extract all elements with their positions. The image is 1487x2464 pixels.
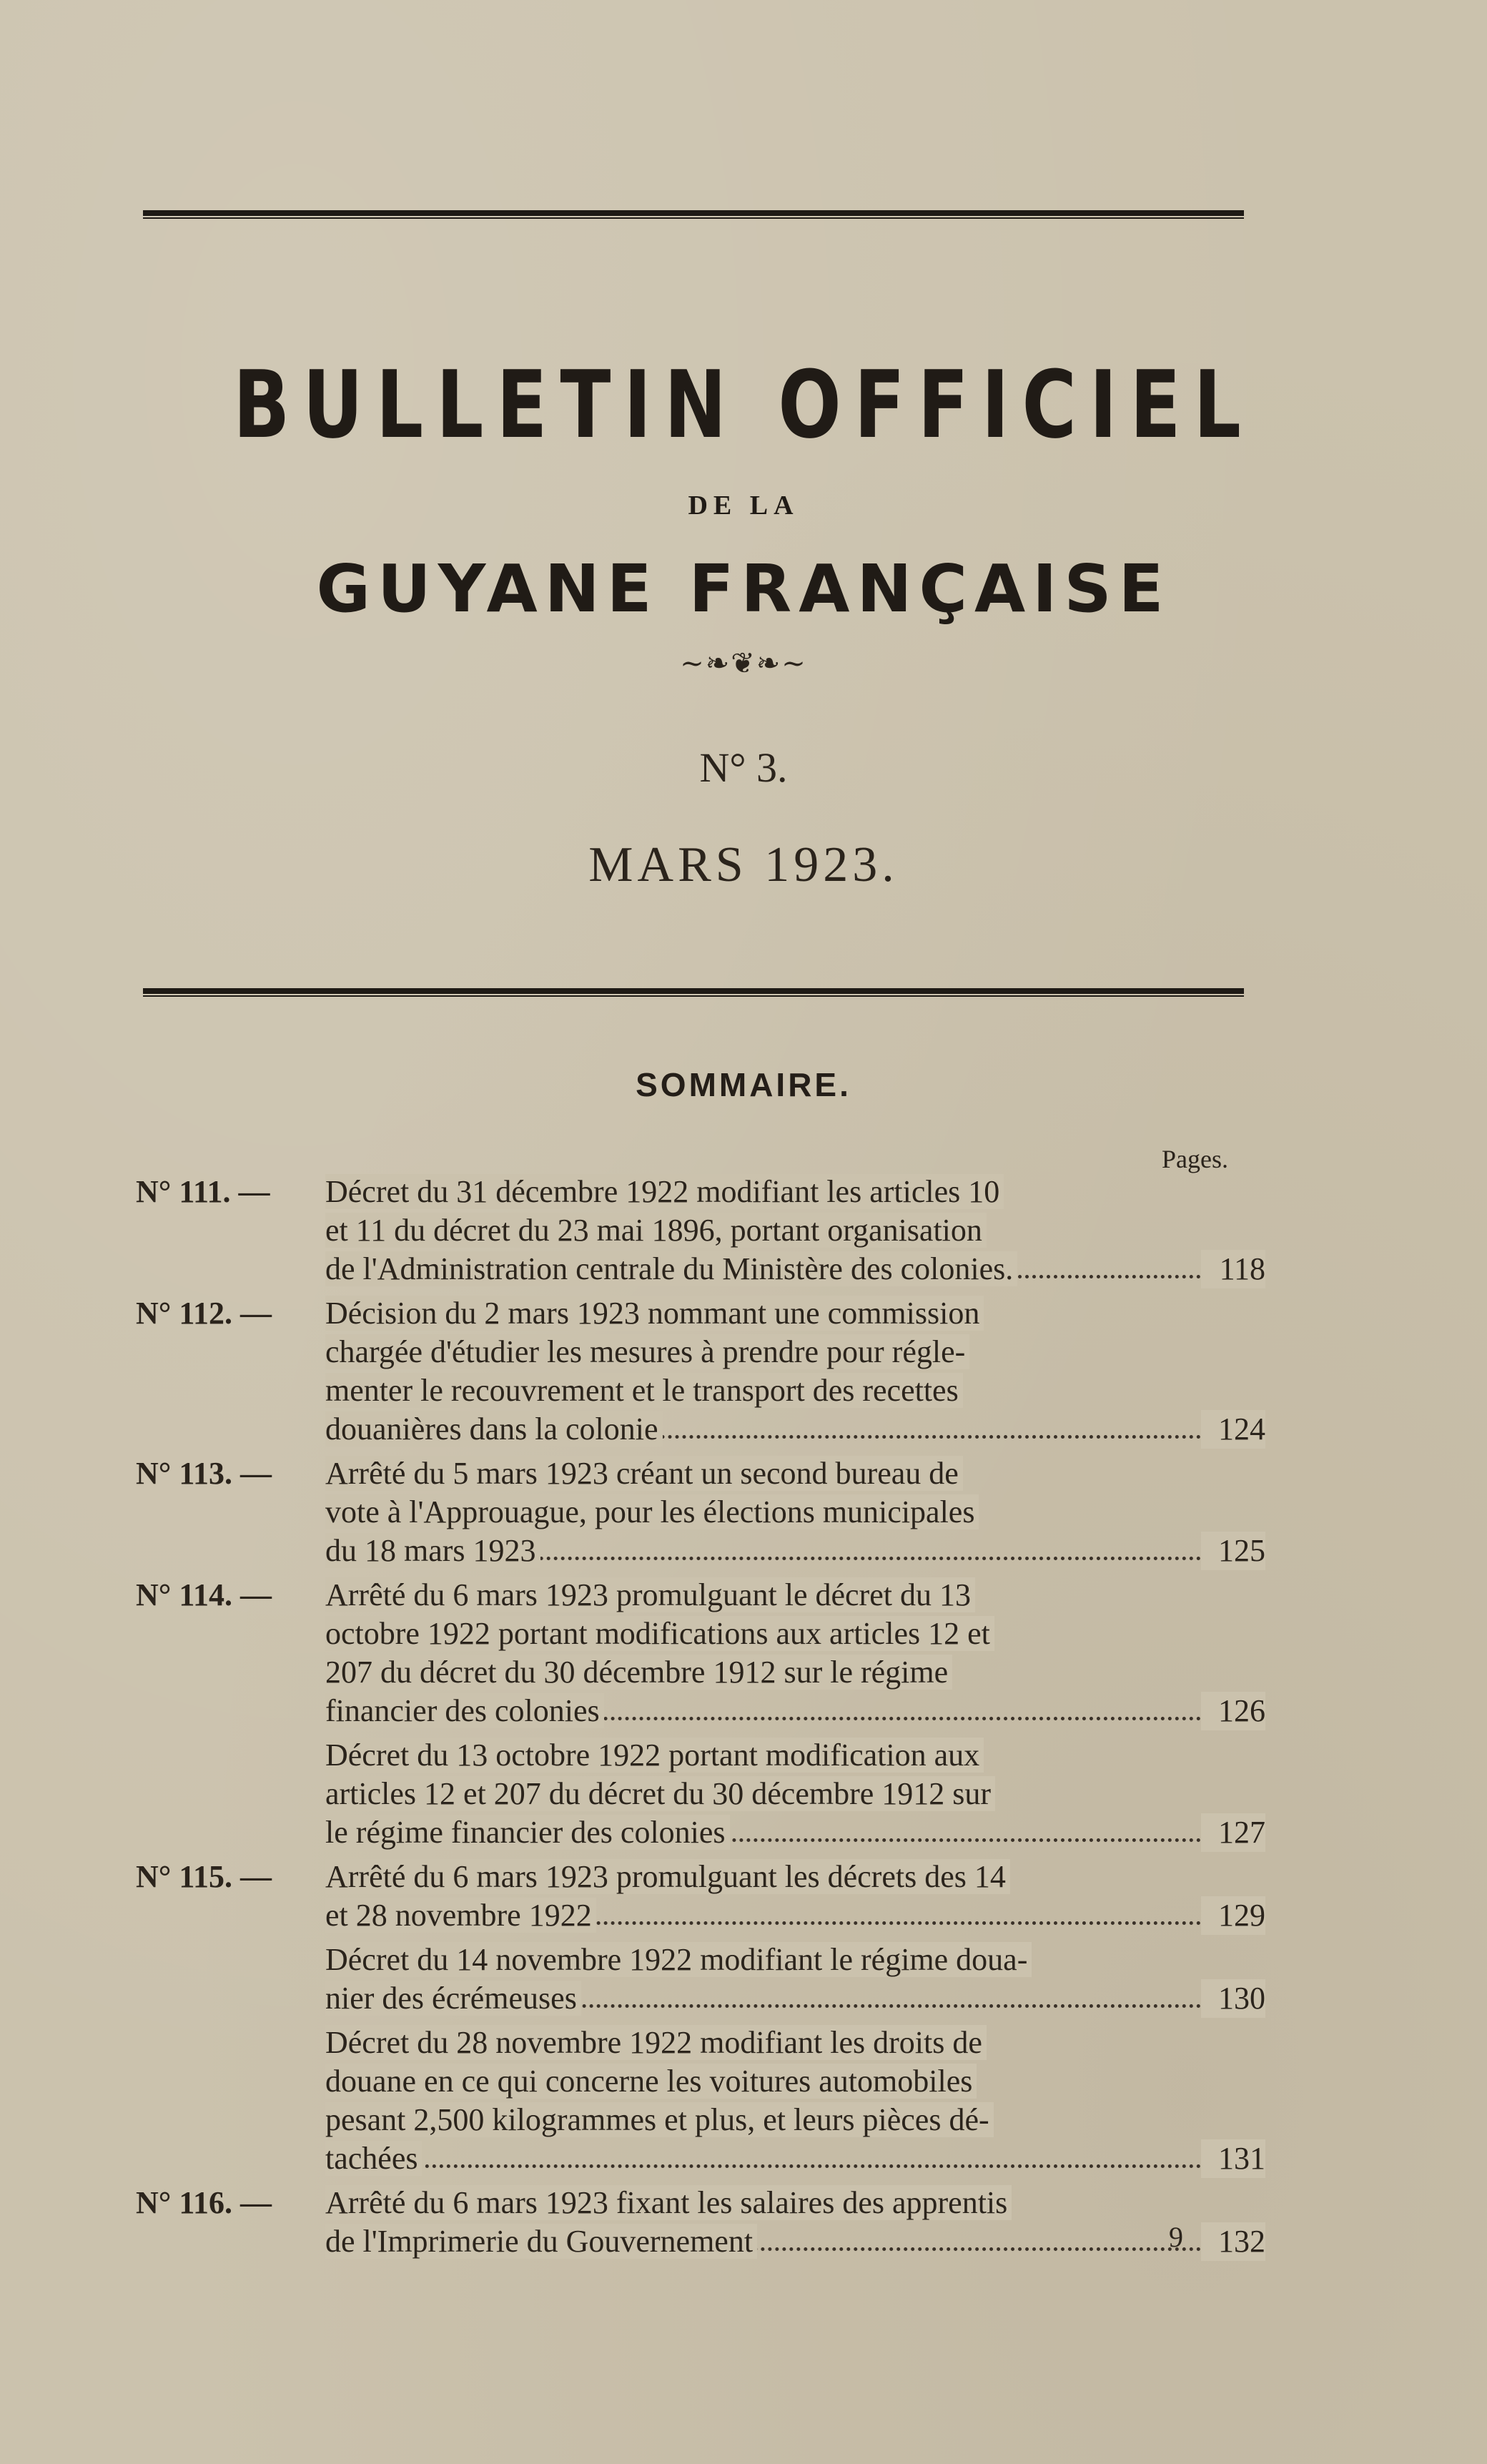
toc-line	[325, 1371, 1265, 1410]
toc-line-text: Décret du 13 octobre 1922 portant modification aux	[325, 1738, 984, 1773]
toc-line-text: pesant 2,500 kilogrammes et plus, et leurs pièces dé-	[325, 2102, 994, 2137]
summary-heading: SOMMAIRE.	[636, 1066, 851, 1103]
toc-line	[325, 2101, 1265, 2139]
toc-sub-entry	[325, 1736, 1265, 1852]
colony-title: GUYANE FRANÇAISE	[316, 551, 1171, 627]
toc-line-text: et 11 du décret du 23 mai 1896, portant organisation	[325, 1213, 987, 1248]
middle-rule	[143, 985, 1244, 998]
toc-entry-body	[325, 1294, 1265, 1449]
toc-line-text: 207 du décret du 30 décembre 1912 sur le régime	[325, 1655, 952, 1690]
toc-line	[325, 1896, 1265, 1935]
toc-line	[325, 1813, 1265, 1852]
toc-line	[325, 1294, 1265, 1333]
toc-line-text: Décret du 28 novembre 1922 modifiant les droits de	[325, 2025, 987, 2060]
toc-line-text: articles 12 et 207 du décret du 30 décembre 1912 sur	[325, 1776, 995, 1811]
toc-line-text: menter le recouvrement et le transport des recettes	[325, 1373, 963, 1408]
toc-line	[325, 1653, 1265, 1692]
toc-line	[325, 1493, 1265, 1532]
toc-line	[325, 2062, 1265, 2101]
toc-line-text: chargée d'étudier les mesures à prendre pour régle-	[325, 1334, 969, 1369]
toc-line	[325, 1736, 1265, 1775]
toc-line-text: Arrêté du 6 mars 1923 promulguant les décrets des 14	[325, 1859, 1010, 1894]
toc-entry-body	[325, 1576, 1265, 1852]
toc-sub-entry	[325, 2024, 1265, 2178]
toc-line	[325, 1941, 1265, 1979]
toc-page-number: 130	[1201, 1979, 1265, 2018]
toc-line	[325, 1775, 1265, 1813]
toc-line-text: vote à l'Approuague, pour les élections municipales	[325, 1494, 979, 1529]
bulletin-title: BULLETIN OFFICIEL	[233, 350, 1254, 460]
toc-line-text: financier des colonies	[325, 1693, 604, 1728]
toc-page-number: 124	[1201, 1410, 1265, 1449]
toc-line-text: douane en ce qui concerne les voitures automobiles	[325, 2064, 977, 2099]
toc-line	[325, 1410, 1265, 1449]
toc-line-text: de l'Administration centrale du Ministère des colonies.	[325, 1251, 1017, 1286]
toc-line	[325, 1576, 1265, 1615]
ornament-divider: ~❧❦❧~	[680, 647, 807, 680]
top-rule	[143, 207, 1244, 220]
toc-line	[325, 2222, 1265, 2261]
toc-line	[325, 1692, 1265, 1730]
toc-page-number: 132	[1201, 2222, 1265, 2261]
toc-line	[325, 1532, 1265, 1570]
toc-line	[325, 1615, 1265, 1653]
toc-line-text: Arrêté du 6 mars 1923 promulguant le décret du 13	[325, 1577, 975, 1612]
toc-line	[325, 1173, 1265, 1211]
toc-line	[325, 1454, 1265, 1493]
toc-line	[325, 2139, 1265, 2178]
toc-line-text: et 28 novembre 1922	[325, 1898, 596, 1933]
page-number: 9	[1169, 2221, 1183, 2253]
issue-number: N° 3.	[699, 744, 788, 791]
toc-line-text: de l'Imprimerie du Gouvernement	[325, 2224, 757, 2259]
title-connector: DE LA	[688, 491, 799, 521]
toc-line	[325, 1250, 1265, 1288]
toc-page-number: 131	[1201, 2139, 1265, 2178]
toc-line-text: du 18 mars 1923	[325, 1533, 540, 1568]
toc-entry-number: N° 112. —	[136, 1296, 272, 1331]
toc-line-text: Décret du 14 novembre 1922 modifiant le régime doua-	[325, 1942, 1032, 1977]
toc-entry-body	[325, 1858, 1265, 2178]
toc-entry	[136, 1576, 1265, 1852]
toc-line	[325, 2024, 1265, 2062]
toc-entry	[136, 1294, 1265, 1449]
toc-entry	[136, 1454, 1265, 1570]
toc-line-text: douanières dans la colonie	[325, 1411, 663, 1447]
toc-line-text: tachées	[325, 2141, 422, 2176]
toc-line-text: nier des écrémeuses	[325, 1981, 581, 2016]
table-of-contents	[136, 1173, 1265, 2267]
issue-date: MARS 1923.	[588, 837, 899, 892]
toc-line	[325, 1979, 1265, 2018]
pages-column-label: Pages.	[1162, 1145, 1228, 1173]
toc-page-number: 129	[1201, 1896, 1265, 1935]
toc-entry-number: N° 113. —	[136, 1456, 272, 1491]
toc-entry-number: N° 116. —	[136, 2185, 272, 2220]
toc-line-text: octobre 1922 portant modifications aux articles 12 et	[325, 1616, 994, 1651]
toc-line-text: Décret du 31 décembre 1922 modifiant les articles 10	[325, 1174, 1004, 1209]
toc-entry	[136, 1173, 1265, 1288]
toc-entry-body	[325, 1454, 1265, 1570]
toc-line-text: Arrêté du 5 mars 1923 créant un second bureau de	[325, 1456, 963, 1491]
toc-line-text: Décision du 2 mars 1923 nommant une commission	[325, 1296, 984, 1331]
dot-leader	[325, 2164, 1201, 2168]
toc-page-number: 127	[1201, 1813, 1265, 1852]
toc-line	[325, 1858, 1265, 1896]
toc-entry-number: N° 114. —	[136, 1577, 272, 1612]
toc-entry-number: N° 115. —	[136, 1859, 272, 1894]
toc-page-number: 126	[1201, 1692, 1265, 1730]
toc-line-text: Arrêté du 6 mars 1923 fixant les salaires des apprentis	[325, 2185, 1012, 2220]
toc-page-number: 118	[1201, 1250, 1265, 1288]
toc-entry-body	[325, 1173, 1265, 1288]
toc-line	[325, 1211, 1265, 1250]
toc-line	[325, 2184, 1265, 2222]
toc-entry-body	[325, 2184, 1265, 2261]
toc-page-number: 125	[1201, 1532, 1265, 1570]
toc-entry-number: N° 111. —	[136, 1174, 270, 1209]
toc-sub-entry	[325, 1941, 1265, 2018]
toc-entry	[136, 2184, 1265, 2261]
toc-line	[325, 1333, 1265, 1371]
toc-line-text: le régime financier des colonies	[325, 1815, 730, 1850]
toc-entry	[136, 1858, 1265, 2178]
